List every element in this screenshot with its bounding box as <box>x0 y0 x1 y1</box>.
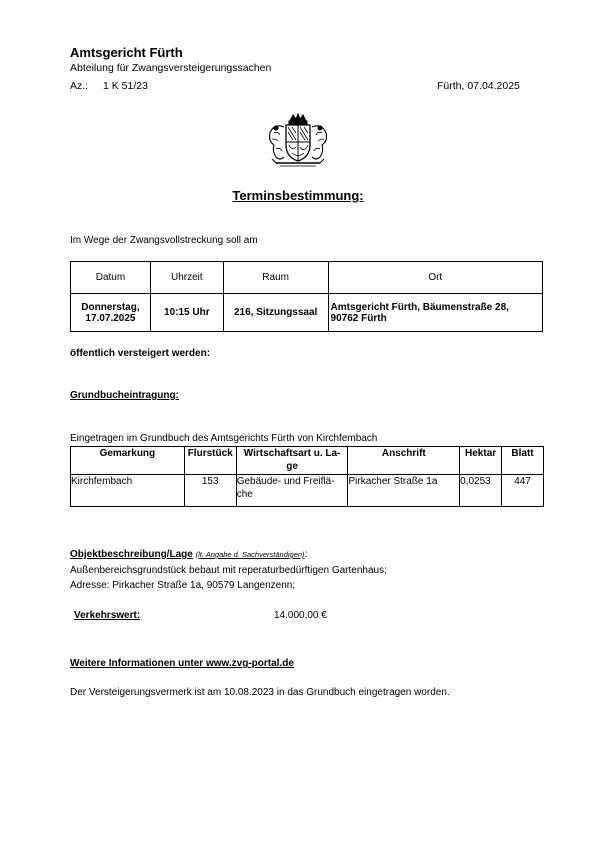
info-link[interactable]: Weitere Informationen unter www.zvg-portal.de <box>70 658 294 669</box>
bavarian-coat-of-arms-icon <box>262 113 334 173</box>
cell-hektar: 0,0253 <box>460 475 502 507</box>
vermerk-text: Der Versteigerungsvermerk ist am 10.08.2023 in das Grundbuch eingetragen worden. <box>70 687 450 698</box>
intro-text: Im Wege der Zwangsvollstreckung soll am <box>70 235 258 246</box>
case-number: 1 K 51/23 <box>103 80 148 92</box>
ort-line1: Amtsgericht Fürth, Bäumenstraße 28, <box>330 301 509 313</box>
header-datum: Datum <box>71 262 151 294</box>
grundbuch-heading: Grundbucheintragung: <box>70 390 179 401</box>
header-hektar: Hektar <box>460 447 502 475</box>
case-number-label: Az.: <box>70 80 89 92</box>
objekt-heading-line <box>70 549 307 560</box>
grundbuch-intro: Eingetragen im Grundbuch des Amtsgerichts Fürth von Kirchfembach <box>70 433 378 444</box>
header-flurstueck: Flurstück <box>184 447 236 475</box>
objekt-description: Außenbereichsgrundstück bebaut mit reperaturbedürftigen Gartenhaus; <box>70 565 387 576</box>
objekt-note: (lt. Angabe d. Sachverständigen) <box>195 550 305 559</box>
header-uhrzeit: Uhrzeit <box>150 262 223 294</box>
place-date: Fürth, 07.04.2025 <box>437 80 520 92</box>
verkehrswert-value: 14.000,00 € <box>274 610 327 621</box>
termin-table <box>70 261 543 332</box>
table-row <box>71 475 544 507</box>
header-raum: Raum <box>223 262 328 294</box>
document-title: Terminsbestimmung: <box>232 188 364 203</box>
wirtschaftsart-header-line1: Wirtschaftsart u. La- <box>243 448 341 459</box>
datum-weekday: Donnerstag, <box>81 301 140 313</box>
wirtschaftsart-line2: che <box>236 489 253 500</box>
termin-table-row <box>71 294 543 332</box>
wirtschaftsart-header-line2: ge <box>286 461 298 472</box>
verkehrswert-label: Verkehrswert: <box>74 610 141 621</box>
cell-anschrift: Pirkacher Straße 1a <box>348 475 460 507</box>
cell-flurstueck: 153 <box>184 475 236 507</box>
cell-datum <box>71 294 151 332</box>
cell-blatt: 447 <box>502 475 544 507</box>
cell-ort <box>328 294 542 332</box>
versteigert-text: öffentlich versteigert werden: <box>70 348 211 359</box>
cell-gemarkung: Kirchfembach <box>71 475 185 507</box>
header-ort: Ort <box>328 262 542 294</box>
header-blatt: Blatt <box>502 447 544 475</box>
objekt-colon: : <box>304 549 308 560</box>
grundbuch-table <box>70 446 544 507</box>
court-name: Amtsgericht Fürth <box>70 45 183 60</box>
cell-uhrzeit: 10:15 Uhr <box>150 294 223 332</box>
header-wirtschaftsart <box>236 447 348 475</box>
cell-wirtschaftsart <box>236 475 348 507</box>
wirtschaftsart-line1: Gebäude- und Freiflä- <box>236 476 335 487</box>
datum-date: 17.07.2025 <box>85 312 136 324</box>
grundbuch-table-header <box>71 447 544 475</box>
department: Abteilung für Zwangsversteigerungssachen <box>70 62 272 74</box>
termin-table-header <box>71 262 543 294</box>
header-gemarkung: Gemarkung <box>71 447 185 475</box>
objekt-heading: Objektbeschreibung/Lage <box>70 549 193 560</box>
objekt-address: Adresse: Pirkacher Straße 1a, 90579 Langenzenn; <box>70 580 296 591</box>
ort-line2: 90762 Fürth <box>330 312 387 324</box>
header-anschrift: Anschrift <box>348 447 460 475</box>
cell-raum: 216, Sitzungssaal <box>223 294 328 332</box>
